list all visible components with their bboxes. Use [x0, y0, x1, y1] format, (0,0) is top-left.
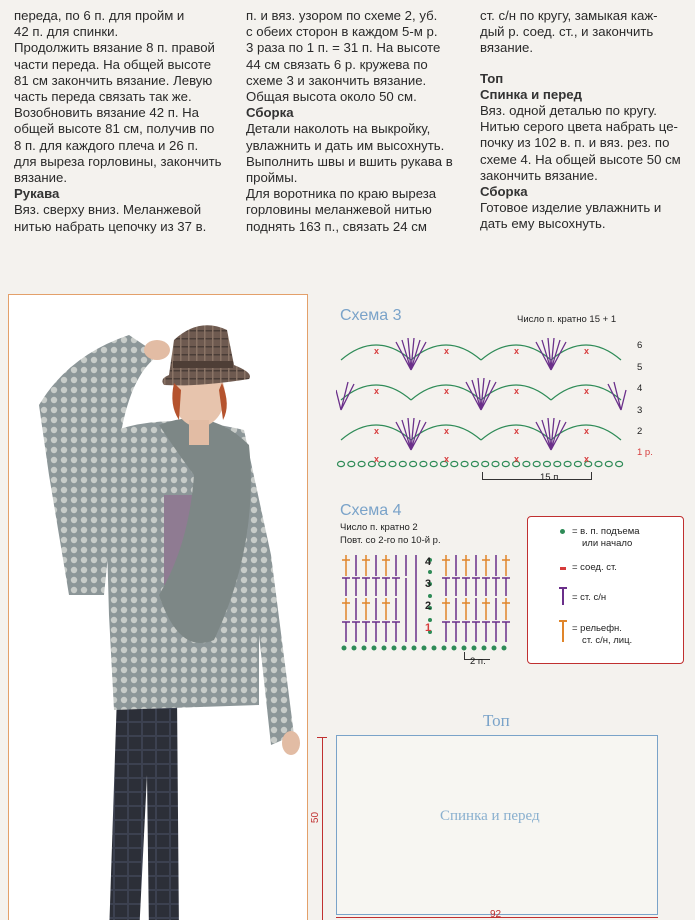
- chain-stitch: [358, 461, 365, 466]
- svg-text:x: x: [444, 454, 450, 464]
- section-heading-assembly: Сборка: [246, 105, 294, 121]
- text-line: часть переда связать так же.: [14, 89, 192, 105]
- pattern-title: Топ: [483, 711, 510, 730]
- text-line: горловины меланжевой нитью: [246, 202, 432, 218]
- double-crochet-icon: [562, 587, 564, 605]
- svg-text:x: x: [444, 346, 450, 356]
- text-line: переда, по 6 п. для пройм и: [14, 8, 185, 23]
- text-line: для выреза горловины, закончить: [14, 153, 222, 169]
- text-line: 42 п. для спинки.: [14, 24, 119, 40]
- schema4-row1: 1: [425, 622, 432, 634]
- slip-stitch-icon: [560, 567, 566, 570]
- text-line: Вяз. одной деталью по кругу.: [480, 103, 657, 119]
- section-heading-sleeves: Рукава: [14, 186, 60, 202]
- schema4-title: Схема 4: [340, 502, 402, 519]
- svg-text:x: x: [514, 386, 520, 396]
- text-line: п. и вяз. узором по схеме 2, уб.: [246, 8, 438, 23]
- text-line: 44 см связать 6 р. кружева по: [246, 56, 428, 72]
- hand: [144, 340, 170, 360]
- text-column-3: [480, 8, 686, 233]
- section-heading-assembly: Сборка: [480, 184, 528, 200]
- svg-text:x: x: [584, 426, 590, 436]
- svg-text:x: x: [514, 346, 520, 356]
- text-line: поднять 163 п., связать 24 см: [246, 218, 427, 234]
- chain-stitch: [410, 461, 417, 466]
- right-hand: [282, 731, 300, 755]
- text-line: общей высоте 81 см, получив по: [14, 121, 215, 137]
- text-line: Готовое изделие увлажнить и: [480, 200, 662, 216]
- chain-stitch: [605, 461, 612, 466]
- width-dimension: 92: [490, 909, 502, 920]
- pattern-piece-label: Спинка и перед: [440, 808, 540, 824]
- schema3-row5: 5: [637, 362, 643, 373]
- model-illustration: [9, 295, 308, 920]
- chain-stitch: [574, 461, 581, 466]
- svg-text:x: x: [444, 386, 450, 396]
- schema3-note: Число п. кратно 15 + 1: [517, 314, 617, 325]
- col1-body: [14, 8, 228, 235]
- legend-relief: = рельефн.: [572, 623, 622, 634]
- section-heading-back-front: Спинка и перед: [480, 86, 582, 102]
- text-line: проймы.: [246, 170, 298, 186]
- text-line: с обеих сторон в каждом 5-м р.: [246, 24, 438, 40]
- text-column-1: [14, 8, 228, 235]
- chain-stitch: [389, 461, 396, 466]
- text-line: 3 раза по 1 п. = 31 п. На высоте: [246, 40, 441, 56]
- legend-chain-2: или начало: [582, 538, 633, 549]
- chain-stitch-icon: [560, 529, 565, 534]
- text-line: вязание.: [14, 170, 68, 186]
- chain-stitch: [338, 461, 345, 466]
- text-line: закончить вязание.: [480, 167, 598, 183]
- svg-text:x: x: [584, 454, 590, 464]
- svg-text:x: x: [374, 386, 380, 396]
- text-line: 8 п. для каждого плеча и 26 п.: [14, 137, 199, 153]
- hat-band: [173, 361, 233, 368]
- schema3-row6: 6: [637, 340, 643, 351]
- chain-stitch: [430, 461, 437, 466]
- chain-stitch: [595, 461, 602, 466]
- text-line: почку из 102 в. п. и вяз. рез. по: [480, 135, 670, 151]
- svg-text:x: x: [374, 454, 380, 464]
- relief-stitch-icon: [562, 620, 564, 642]
- svg-text:x: x: [374, 426, 380, 436]
- pattern-piece: [336, 735, 658, 915]
- text-line: Вяз. сверху вниз. Меланжевой: [14, 202, 202, 218]
- neck: [189, 420, 209, 445]
- spacer: [480, 57, 686, 71]
- schema3-bracket: [482, 472, 592, 480]
- chain-stitch: [471, 461, 478, 466]
- text-line: Продолжить вязание 8 п. правой: [14, 40, 215, 56]
- svg-text:x: x: [514, 454, 520, 464]
- chain-stitch: [399, 461, 406, 466]
- text-line: схеме 4. На общей высоте 50 см: [480, 151, 681, 167]
- schema3-bottom: 15 п.: [540, 472, 561, 483]
- legend-slip: = соед. ст.: [572, 562, 617, 573]
- chain-stitch: [502, 461, 509, 466]
- model-photo: [8, 294, 308, 920]
- text-line: Возобновить вязание 42 п. На: [14, 105, 200, 121]
- chain-stitch: [348, 461, 355, 466]
- text-line: Выполнить швы и вшить рукава в: [246, 153, 453, 169]
- chain-stitch: [564, 461, 571, 466]
- text-line: увлажнить и дать им высохнуть.: [246, 137, 445, 153]
- chain-stitch: [379, 461, 386, 466]
- section-heading-top: Топ: [480, 70, 504, 86]
- height-dimension: 50: [310, 811, 322, 824]
- chain-stitch: [492, 461, 499, 466]
- text-line: 81 см закончить вязание. Левую: [14, 72, 213, 88]
- legend-relief-2: ст. с/н, лиц.: [582, 635, 633, 646]
- text-line: Для воротника по краю выреза: [246, 186, 437, 202]
- legend-dc: = ст. с/н: [572, 592, 607, 603]
- text-line: Общая высота около 50 см.: [246, 89, 417, 105]
- schema3-row3: 3: [637, 405, 643, 416]
- svg-text:x: x: [514, 426, 520, 436]
- chain-stitch: [482, 461, 489, 466]
- symbol-legend: [527, 516, 684, 664]
- chain-stitch: [533, 461, 540, 466]
- schema4-note2: Повт. со 2-го по 10-й р.: [340, 535, 441, 546]
- text-line: вязание.: [480, 40, 534, 56]
- schema4-row4: 4: [425, 556, 432, 568]
- svg-text:x: x: [584, 346, 590, 356]
- chain-stitch: [616, 461, 623, 466]
- schema4-bottom: 2 п.: [470, 656, 486, 667]
- chain-stitch: [544, 461, 551, 466]
- text-line: дый р. соед. ст., и закончить: [480, 24, 654, 40]
- schema3-row2: 2: [637, 426, 643, 437]
- text-line: Нитью серого цвета набрать це-: [480, 119, 678, 135]
- schema4-note1: Число п. кратно 2: [340, 522, 418, 533]
- text-line: части переда. На общей высоте: [14, 56, 212, 72]
- chain-stitch: [554, 461, 561, 466]
- chain-stitch: [461, 461, 468, 466]
- text-line: Детали наколоть на выкройку,: [246, 121, 431, 137]
- chain-stitch: [451, 461, 458, 466]
- svg-text:x: x: [374, 346, 380, 356]
- schema3-chart: [336, 330, 636, 490]
- chain-stitch: [523, 461, 530, 466]
- height-dimension-line: [322, 737, 323, 920]
- legend-chain: = в. п. подъема: [572, 526, 640, 537]
- schema3-row4: 4: [637, 383, 643, 394]
- svg-text:x: x: [444, 426, 450, 436]
- trousers: [109, 695, 179, 920]
- text-line: нитью набрать цепочку из 37 в.: [14, 218, 207, 234]
- text-column-2: [246, 8, 462, 235]
- schema3-row1: 1 р.: [637, 447, 653, 458]
- schema3-title: Схема 3: [340, 307, 402, 324]
- svg-text:x: x: [584, 386, 590, 396]
- schema4-row2: 2: [425, 600, 432, 612]
- text-line: схеме 3 и закончить вязание.: [246, 72, 427, 88]
- schema4-row3: 3: [425, 578, 432, 590]
- text-line: дать ему высохнуть.: [480, 216, 606, 232]
- text-line: ст. с/н по кругу, замыкая каж-: [480, 8, 658, 23]
- chain-stitch: [420, 461, 427, 466]
- fedora-hat: [162, 325, 250, 385]
